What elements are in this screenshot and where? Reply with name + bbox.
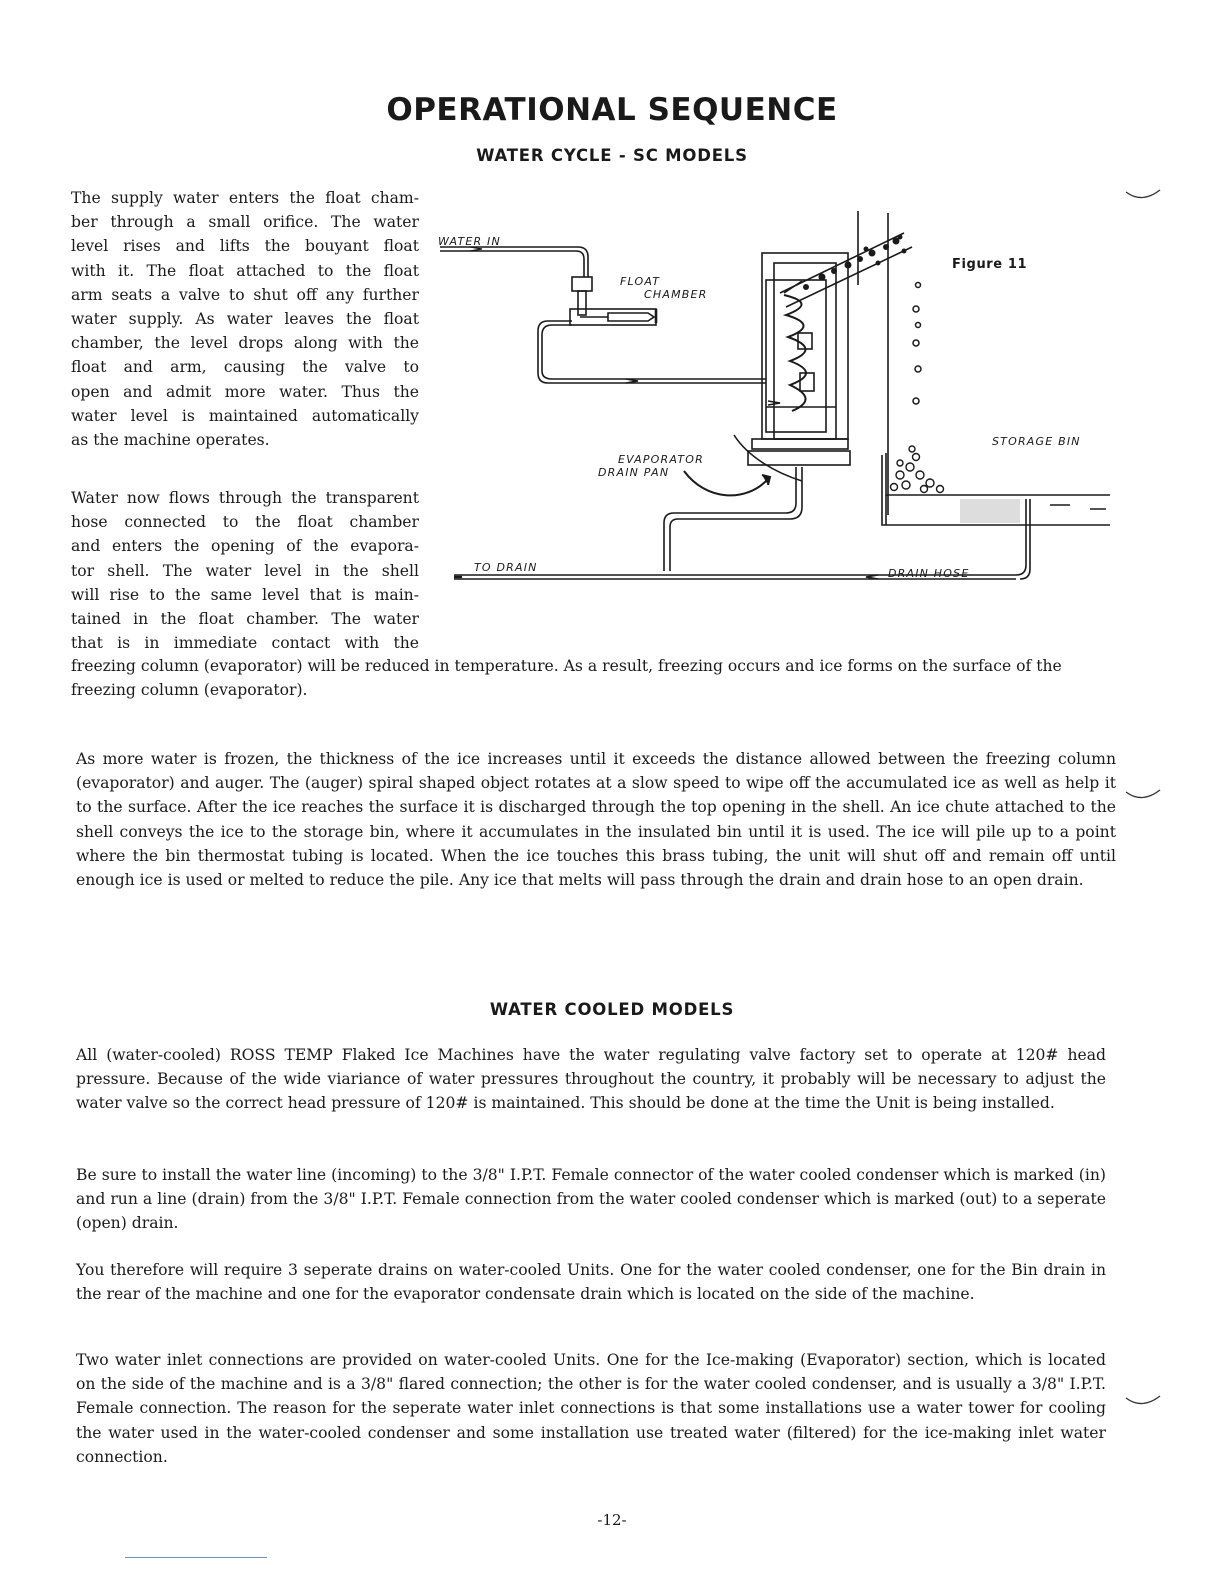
- section-heading-water-cycle: WATER CYCLE - SC MODELS: [476, 146, 748, 165]
- text-line: hose connected to the float chamber: [71, 513, 419, 532]
- footer-rule: [125, 1557, 267, 1558]
- text-line: float and arm, causing the valve to: [71, 358, 419, 377]
- paragraph-evaporator-shell: [71, 486, 419, 655]
- label-evaporator: EVAPORATOR: [618, 453, 704, 466]
- page-number: -12-: [597, 1511, 627, 1529]
- falling-ice: [913, 283, 921, 405]
- text-line: tained in the float chamber. The water: [71, 610, 419, 629]
- text-line: chamber, the level drops along with the: [71, 334, 419, 353]
- figure-caption: Figure 11: [952, 257, 1028, 272]
- storage-bin: [882, 453, 1110, 525]
- water-in-pipe: [440, 247, 588, 277]
- text-line: will rise to the same level that is main-: [71, 585, 419, 604]
- paragraph-drains: You therefore will require 3 seperate drains on water-cooled Units. One for the water cooled condenser, one for the Bin drain in the rear of the machine and one for the evaporator condensate drain which is located on the side of the machine.: [76, 1261, 1106, 1304]
- text-line: and enters the opening of the evapora-: [71, 537, 419, 556]
- section-heading-water-cooled: WATER COOLED MODELS: [489, 1000, 735, 1019]
- text-line: water supply. As water leaves the float: [71, 310, 419, 329]
- label-water-in: WATER IN: [438, 235, 501, 248]
- label-chamber: CHAMBER: [644, 288, 708, 301]
- stored-ice-pile: [891, 446, 944, 493]
- margin-tick-mark-icon: [1124, 786, 1164, 804]
- text-line: tor shell. The water level in the shell: [71, 561, 419, 580]
- label-to-drain: TO DRAIN: [474, 561, 538, 574]
- label-storage-bin: STORAGE BIN: [992, 435, 1081, 448]
- paragraph-float-chamber: [71, 186, 419, 452]
- arrow-to-drain-pan: [684, 471, 770, 495]
- ice-chute: [780, 211, 912, 515]
- paragraph-regulating-valve: All (water-cooled) ROSS TEMP Flaked Ice Machines have the water regulating valve factory set to operate at 120# head pressure. Because of the wide viariance of water pressures throughout the country, it probably will be necessary to adjust the water valve so the correct head pressure of 120# is maintained. This should be done at the time the Unit is being installed.: [76, 1046, 1106, 1113]
- supply-hose: [538, 321, 766, 383]
- label-float: FLOAT: [620, 275, 661, 288]
- text-line: as the machine operates.: [71, 431, 270, 450]
- paragraph-auger: As more water is frozen, the thickness of the ice increases until it exceeds the distance allowed between the freezing column (evaporator) and auger. The (auger) spiral shaped object rotates at a slow speed to wipe off the accumulated ice as well as help it to the surface. After the ice reaches the surface it is discharged through the top opening in the shell. An ice chute attached to the shell conveys the ice to the storage bin, where it accumulates in the insulated bin until it is used. The ice will pile up to a point where the bin thermostat tubing is located. When the ice touches this brass tubing, the unit will shut off and remain off until enough ice is used or melted to reduce the pile. Any ice that melts will pass through the drain and drain hose to an open drain.: [76, 750, 1116, 890]
- paragraph-water-line: Be sure to install the water line (incoming) to the 3/8" I.P.T. Female connector of the water cooled condenser which is marked (in) and run a line (drain) from the 3/8" I.P.T. Female connection from the water cooled condenser which is marked (out) to a seperate (open) drain.: [76, 1166, 1106, 1233]
- text-line: arm seats a valve to shut off any further: [71, 285, 419, 304]
- text-line: that is in immediate contact with the: [71, 634, 419, 653]
- water-cycle-diagram: [430, 205, 1130, 605]
- paragraph-inlet-connections: Two water inlet connections are provided on water-cooled Units. One for the Ice-making (Evaporator) section, which is located on the side of the machine and is a 3/8" flared connection; the other is for the water cooled condenser, and is usually a 3/8" I.P.T. Female connection. The reason for the seperate water inlet connections is that some installations use a water tower for cooling the water used in the water-cooled condenser and some installation use treated water (filtered) for the ice-making inlet water connection.: [76, 1351, 1106, 1466]
- label-drain-pan: DRAIN PAN: [598, 466, 670, 479]
- label-drain-hose: DRAIN HOSE: [888, 567, 970, 580]
- text-line: level rises and lifts the bouyant float: [71, 237, 419, 256]
- text-line: water level is maintained automatically: [71, 406, 419, 425]
- margin-tick-mark-icon: [1124, 186, 1164, 204]
- paragraph-freezing-column: freezing column (evaporator) will be reduced in temperature. As a result, freezing occurs and ice forms on the surface of the freezing column (evaporator).: [71, 657, 1062, 700]
- page-title: OPERATIONAL SEQUENCE: [386, 92, 838, 128]
- text-line: ber through a small orifice. The water: [71, 213, 419, 232]
- drain-piping: [454, 467, 1030, 579]
- text-line: open and admit more water. Thus the: [71, 382, 419, 401]
- text-line: The supply water enters the float cham-: [71, 189, 419, 207]
- text-line: Water now flows through the transparent: [71, 489, 419, 507]
- drain-pan: [734, 435, 850, 481]
- text-line: with it. The float attached to the float: [71, 261, 419, 280]
- margin-tick-mark-icon: [1124, 1392, 1164, 1410]
